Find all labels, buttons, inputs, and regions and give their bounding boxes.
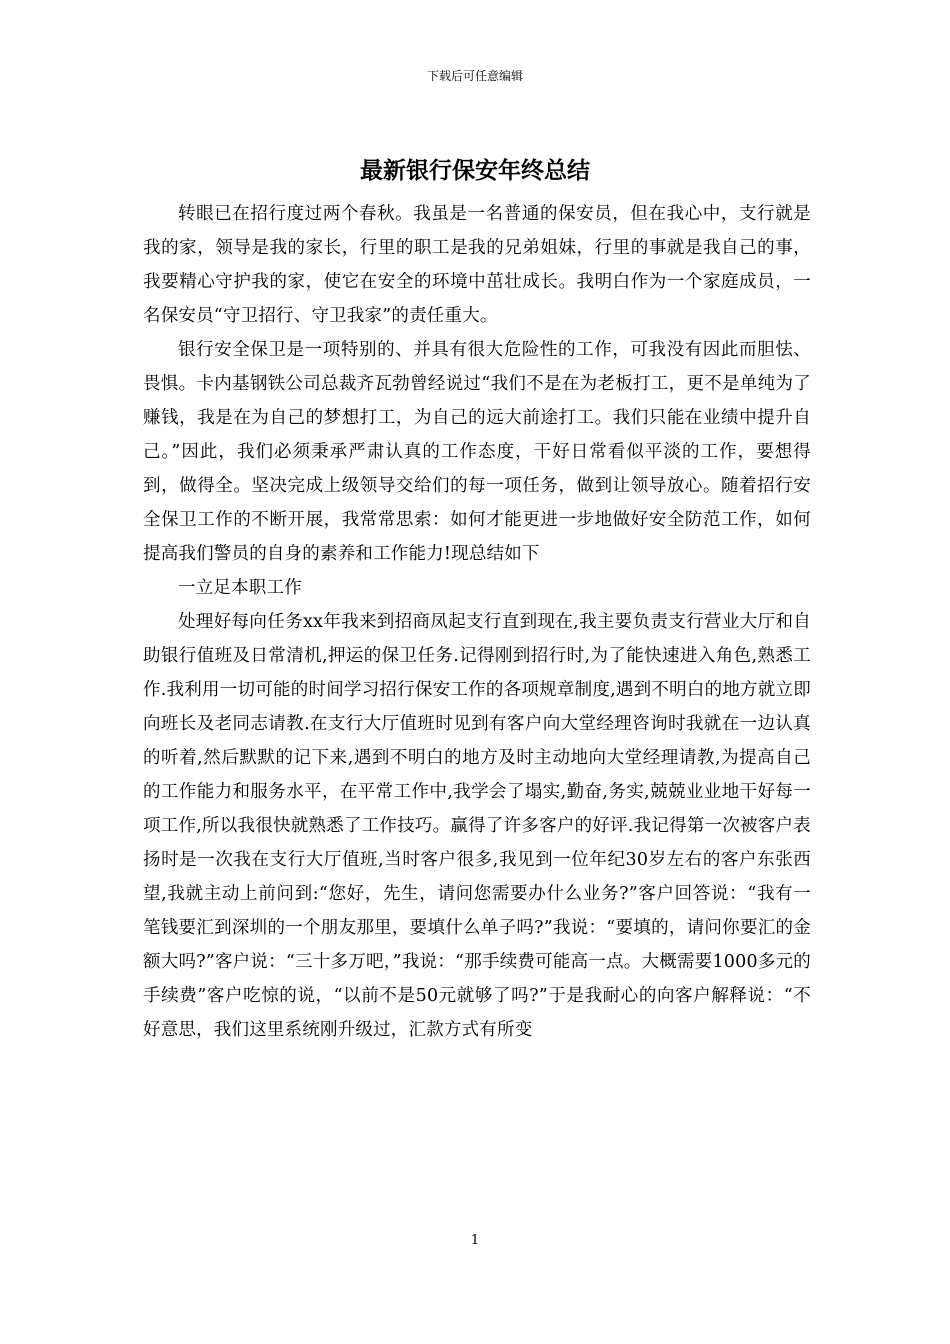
section-heading: 一立足本职工作 xyxy=(178,578,302,598)
paragraph-duties: 处理好每向任务xx年我来到招商凤起支行直到现在,我主要负责支行营业大厅和自助银行值班及日常清机,押运的保卫任务.记得刚到招行时,为了能快速进入角色,熟悉工作.我利用一切可能的时间学习招行保安工作的各项规章制度,遇到不明白的地方就立即向班长及老同志请教.在支行大厅值班时见到有客户向大堂经理咨询时我就在一边认真的听着,然后默默的记下来,遇到不明白的地方及时主动地向大堂经理请教,为提高自己的工作能力和服务水平，在平常工作中,我学会了塌实,勤奋,务实,兢兢业业地干好每一项工作,所以我很快就熟悉了工作技巧。赢得了许多客户的好评.我记得第一次被客户表扬时是一次我在支行大厅值班,当时客户很多,我见到一位年纪30岁左右的客户东张西望,我就主动上前问到:“您好，先生，请问您需要办什么业务?”客户回答说：“我有一笔钱要汇到深圳的一个朋友那里，要填什么单子吗?”我说：“要填的，请问你要汇的金额大吗?”客户说：“三十多万吧，”我说：“那手续费可能高一点。大概需要1000多元的手续费”客户吃惊的说，“以前不是50元就够了吗?”于是我耐心的向客户解释说：“不好意思，我们这里系统刚升级过，汇款方式有所变 xyxy=(143,612,811,1040)
page-number: 1 xyxy=(470,1233,480,1248)
document-title: 最新银行保安年终总结 xyxy=(360,158,590,184)
paragraph-security-work: 银行安全保卫是一项特别的、并具有很大危险性的工作，可我没有因此而胆怯、畏惧。卡内基钢铁公司总裁齐瓦勃曾经说过“我们不是在为老板打工，更不是单纯为了赚钱，我是在为自己的梦想打工，为自己的远大前途打工。我们只能在业绩中提升自己。”因此，我们必须秉承严肃认真的工作态度，干好日常看似平淡的工作，要想得到，做得全。坚决完成上级领导交给们的每一项任务，做到让领导放心。随着招行安全保卫工作的不断开展，我常常思索：如何才能更进一步地做好安全防范工作，如何提高我们警员的自身的素养和工作能力!现总结如下 xyxy=(143,340,811,564)
paragraph-intro: 转眼已在招行度过两个春秋。我虽是一名普通的保安员，但在我心中，支行就是我的家，领导是我的家长，行里的职工是我的兄弟姐妹，行里的事就是我自己的事，我要精心守护我的家，使它在安全的环境中茁壮成长。我明白作为一个家庭成员，一名保安员“守卫招行、守卫我家”的责任重大。 xyxy=(143,204,811,326)
document-body xyxy=(143,197,811,1047)
header-note: 下载后可任意编辑 xyxy=(426,69,523,83)
